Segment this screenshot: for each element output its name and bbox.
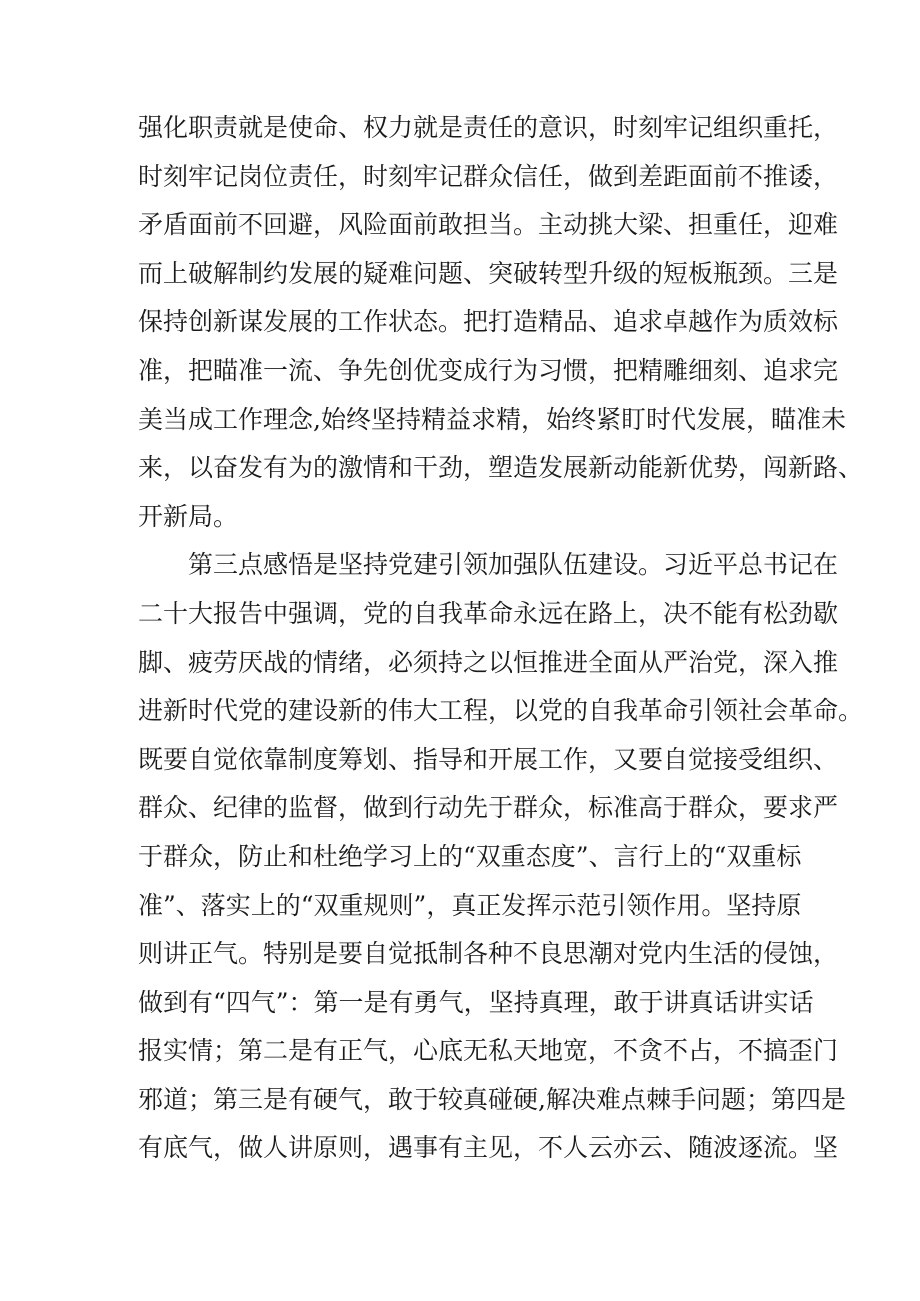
text-line: 既要自觉依靠制度筹划、指导和开展工作，又要自觉接受组织、	[138, 744, 839, 774]
text-line: 准”、落实上的“双重规则”，真正发挥示范引领作用。坚持原	[138, 890, 802, 920]
document-body	[138, 104, 864, 1173]
text-line: 于群众，防止和杜绝学习上的“双重态度”、言行上的“双重标	[138, 841, 802, 871]
text-line: 做到有“四气”：第一是有勇气，坚持真理，敢于讲真话讲实话	[138, 987, 814, 1017]
text-line: 而上破解制约发展的疑难问题、突破转型升级的短板瓶颈。三是	[138, 258, 839, 288]
text-line: 群众、纪律的监督，做到行动先于群众，标准高于群众，要求严	[138, 793, 839, 823]
text-line: 有底气，做人讲原则，遇事有主见，不人云亦云、随波逐流。坚	[138, 1133, 839, 1163]
text-line: 准，把瞄准一流、争先创优变成行为习惯，把精雕细刻、追求完	[138, 355, 839, 385]
paragraph-continuation	[138, 104, 864, 541]
text-line: 矛盾面前不回避，风险面前敢担当。主动挑大梁、担重任，迎难	[138, 210, 839, 240]
text-line: 来，以奋发有为的激情和干劲，塑造发展新动能新优势，闯新路、	[138, 453, 864, 483]
text-line: 开新局。	[138, 501, 239, 531]
text-line: 二十大报告中强调，党的自我革命永远在路上，决不能有松劲歇	[138, 598, 839, 628]
text-line: 则讲正气。特别是要自觉抵制各种不良思潮对党内生活的侵蚀，	[138, 939, 839, 969]
text-line: 保持创新谋发展的工作状态。把打造精品、追求卓越作为质效标	[138, 307, 839, 337]
text-line: 脚、疲劳厌战的情绪，必须持之以恒推进全面从严治党，深入推	[138, 647, 839, 677]
text-line: 强化职责就是使命、权力就是责任的意识，时刻牢记组织重托，	[138, 113, 839, 142]
text-line: 报实情；第二是有正气，心底无私天地宽，不贪不占，不搞歪门	[138, 1036, 839, 1066]
paragraph-third-insight	[138, 541, 864, 1173]
text-line: 邪道；第三是有硬气，敢于较真碰硬,解决难点棘手问题；第四是	[138, 1084, 846, 1114]
text-line: 第三点感悟是坚持党建引领加强队伍建设。习近平总书记在	[188, 550, 839, 580]
text-line: 进新时代党的建设新的伟大工程，以党的自我革命引领社会革命。	[138, 696, 864, 726]
text-line: 时刻牢记岗位责任，时刻牢记群众信任，做到差距面前不推诿，	[138, 161, 839, 191]
text-line: 美当成工作理念,始终坚持精益求精，始终紧盯时代发展，瞄准未	[138, 404, 846, 434]
